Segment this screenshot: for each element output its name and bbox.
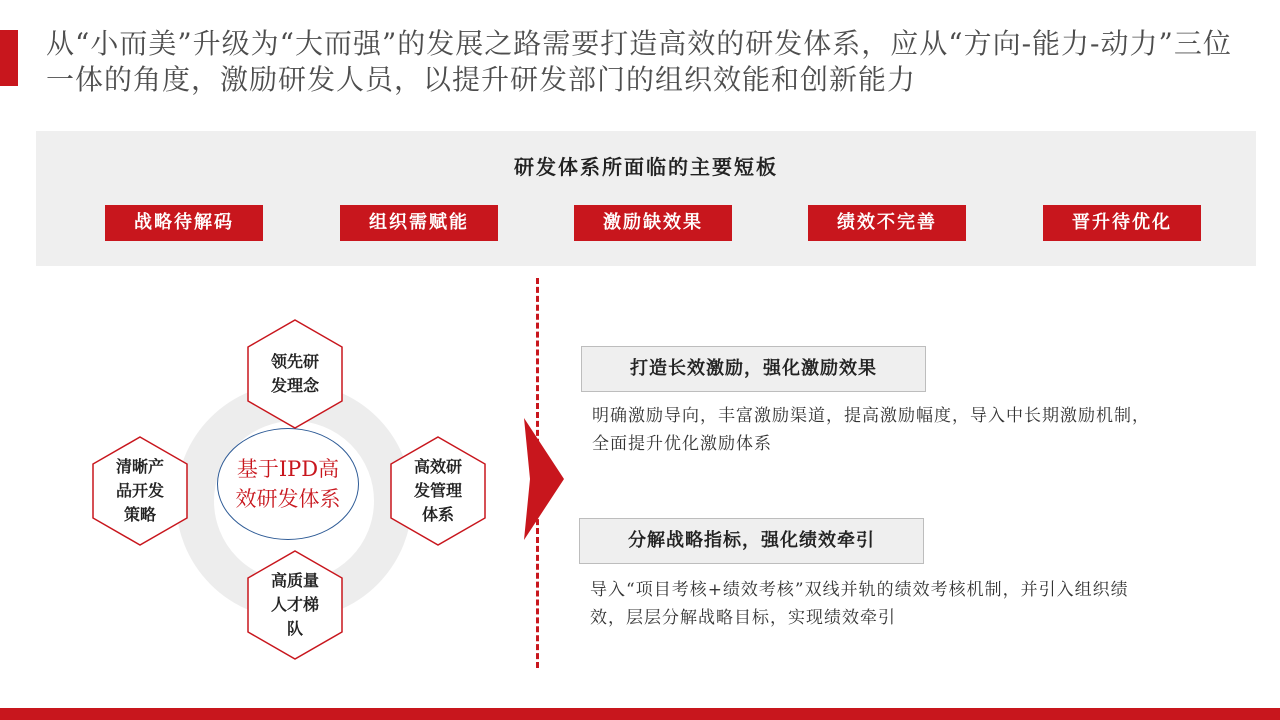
shortcoming-tag-promotion: 晋升待优化 (1043, 205, 1201, 241)
hexagon-top (246, 318, 344, 430)
measure-heading-2: 分解战略指标，强化绩效牵引 (579, 518, 924, 564)
shortcomings-panel (36, 131, 1256, 266)
hexagon-bottom-label: 高质量人才梯队 (270, 571, 319, 638)
bottom-accent-bar (0, 708, 1280, 720)
shortcoming-tag-organization: 组织需赋能 (340, 205, 498, 241)
measure-text-1: 明确激励导向，丰富激励渠道，提高激励幅度，导入中长期激励机制，全面提升优化激励体系 (592, 406, 1150, 454)
panel-title: 研发体系所面临的主要短板 (514, 155, 778, 179)
hexagon-top-label: 领先研发理念 (270, 352, 319, 395)
measure-heading-1: 打造长效激励，强化激励效果 (581, 346, 926, 392)
page-title: 从“小而美”升级为“大而强”的发展之路需要打造高效的研发体系，应从“方向-能力-动力”三位一体的角度，激励研发人员，以提升研发部门的组织效能和创新能力 (46, 27, 1232, 96)
right-arrow-icon (524, 418, 564, 540)
shortcoming-tag-incentive: 激励缺效果 (574, 205, 732, 241)
shortcoming-tag-strategy: 战略待解码 (105, 205, 263, 241)
hexagon-left-label: 清晰产品开发策略 (115, 457, 164, 524)
center-oval: 基于IPD高效研发体系 (217, 428, 359, 540)
title-accent-bar (0, 30, 18, 86)
hexagon-right-label: 高效研发管理体系 (413, 457, 462, 524)
measure-text-2: 导入“项目考核+绩效考核”双线并轨的绩效考核机制，并引入组织绩效，层层分解战略目标，实现绩效牵引 (590, 580, 1129, 628)
hexagon-left (91, 435, 189, 547)
hexagon-bottom (246, 549, 344, 661)
hexagon-right (389, 435, 487, 547)
shortcoming-tag-performance: 绩效不完善 (808, 205, 966, 241)
